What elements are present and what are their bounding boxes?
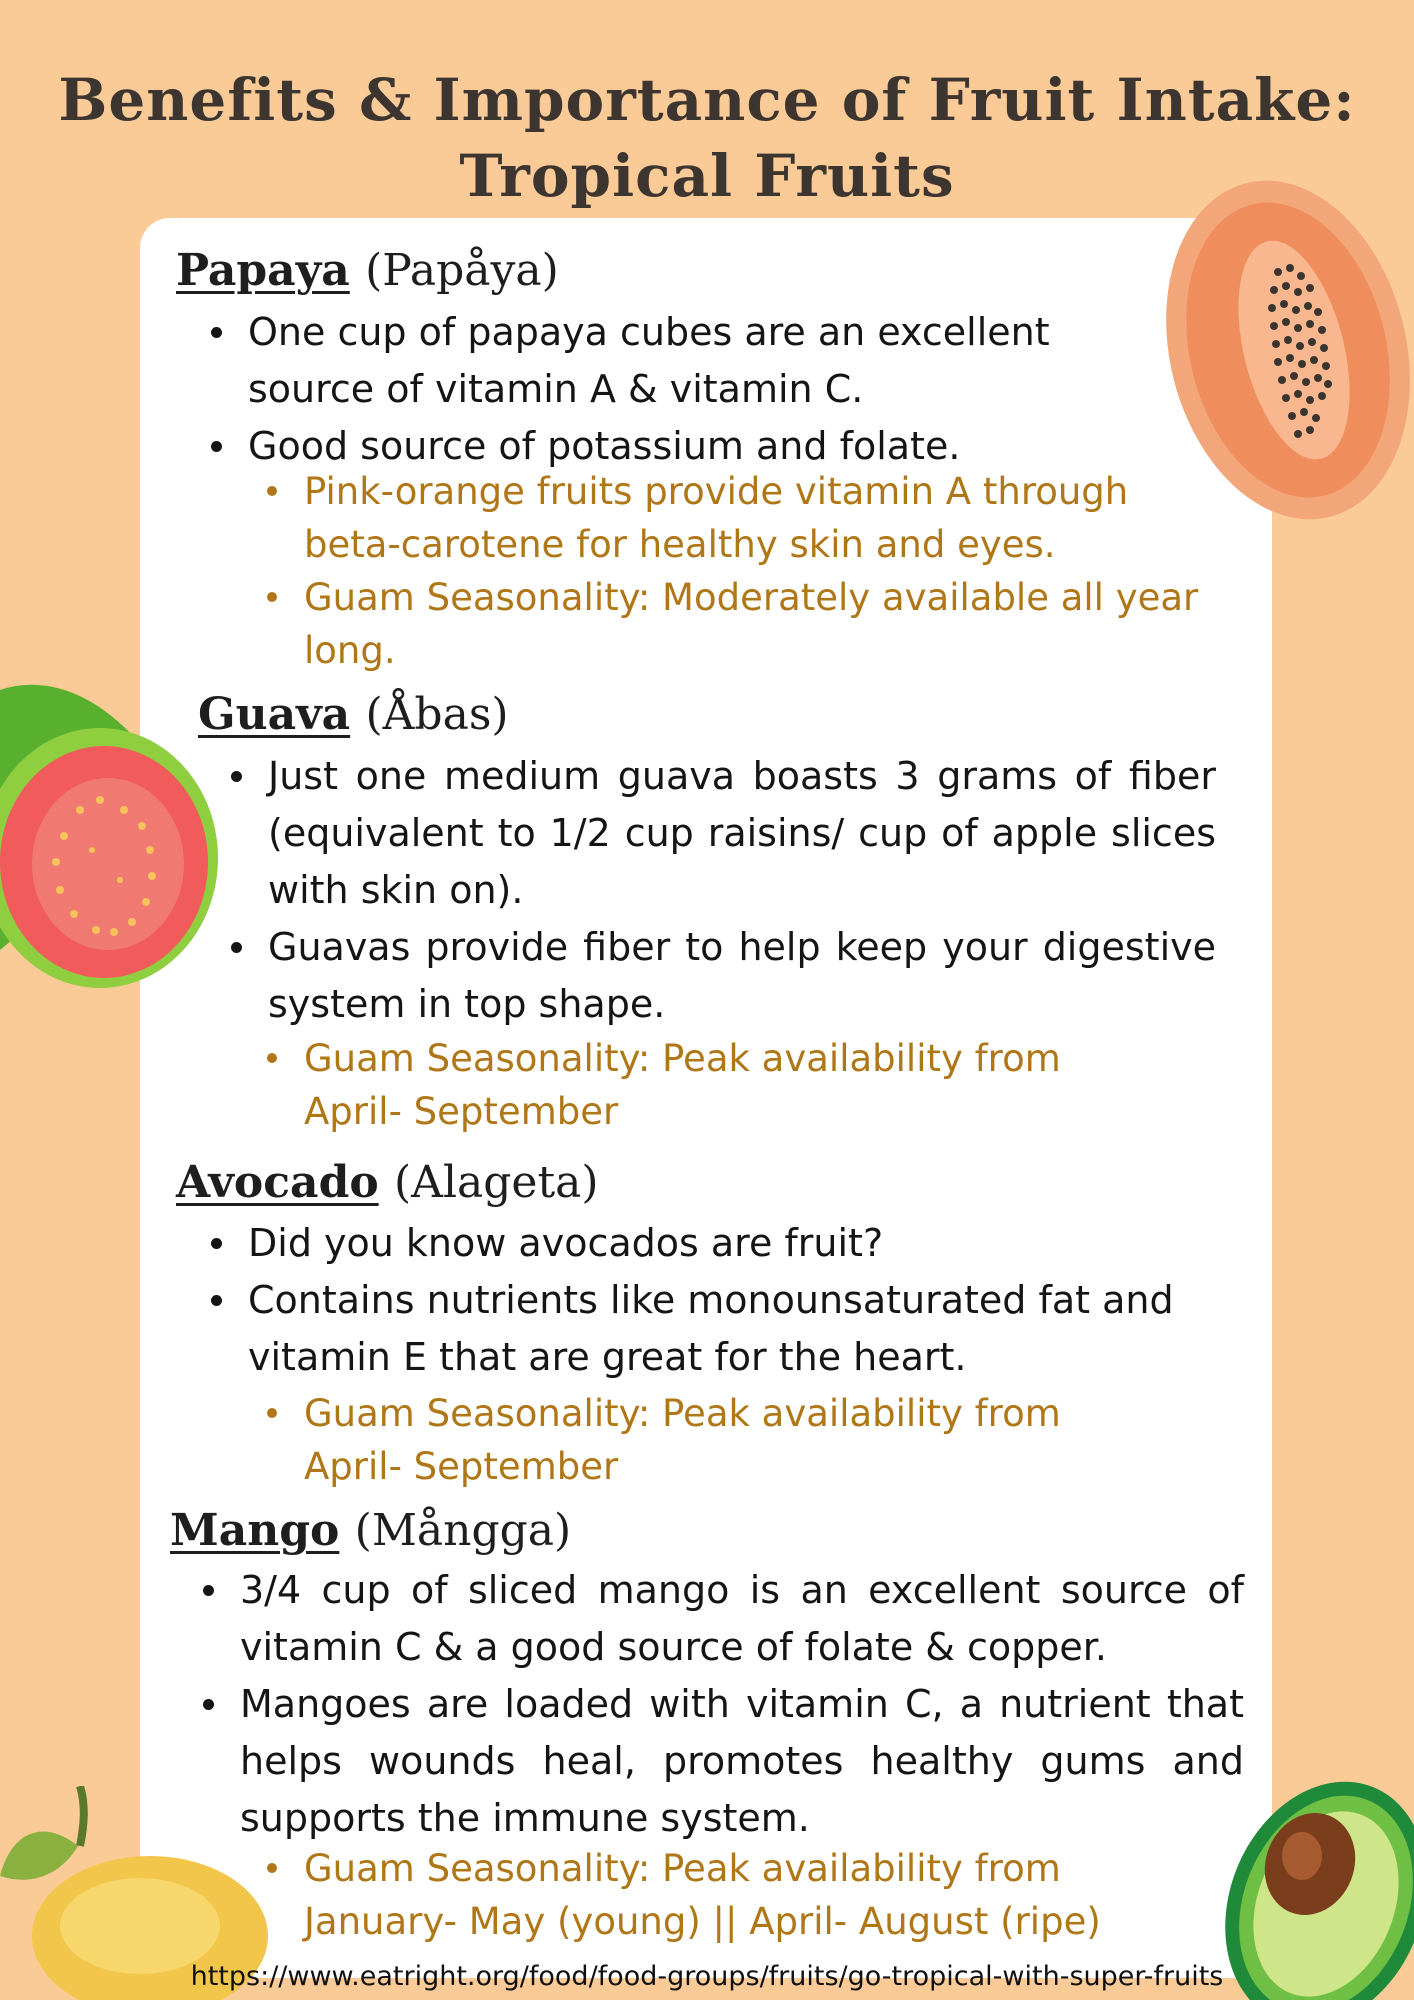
papaya-sub-bullets — [304, 465, 1224, 677]
list-item: Just one medium guava boasts 3 grams of fiber (equivalent to 1/2 cup raisins/ cup of apple slices with skin on). — [268, 748, 1216, 919]
avocado-bullets — [248, 1215, 1262, 1386]
papaya-local-name: (Papåya) — [365, 245, 559, 296]
papaya-bullets — [248, 304, 1108, 475]
list-item: 3/4 cup of sliced mango is an excellent source of vitamin C & a good source of folate & copper. — [240, 1562, 1244, 1676]
title-line-1: Benefits & Importance of Fruit Intake: — [58, 66, 1356, 134]
list-item: Mangoes are loaded with vitamin C, a nutrient that helps wounds heal, promotes healthy gums and supports the immune system. — [240, 1676, 1244, 1847]
source-link[interactable]: https://www.eatright.org/food/food-groups/fruits/go-tropical-with-super-fruits — [190, 1961, 1224, 1992]
title-line-2: Tropical Fruits — [459, 142, 955, 210]
list-item: Guam Seasonality: Peak availability from April- September — [304, 1032, 1104, 1138]
list-item: Good source of potassium and folate. — [248, 418, 1108, 475]
list-item: Pink-orange fruits provide vitamin A through beta-carotene for healthy skin and eyes. — [304, 465, 1224, 571]
list-item: Guavas provide fiber to help keep your digestive system in top shape. — [268, 919, 1216, 1033]
papaya-name: Papaya — [176, 245, 350, 296]
list-item: Guam Seasonality: Moderately available all year long. — [304, 571, 1224, 677]
avocado-sub-bullets — [304, 1387, 1104, 1493]
mango-sub-bullets — [304, 1842, 1164, 1948]
avocado-name: Avocado — [176, 1157, 379, 1208]
guava-name: Guava — [198, 689, 351, 740]
list-item: Did you know avocados are fruit? — [248, 1215, 1262, 1272]
list-item: Guam Seasonality: Peak availability from January- May (young) || April- August (ripe) — [304, 1842, 1164, 1948]
avocado-local-name: (Alageta) — [394, 1157, 599, 1208]
mango-bullets — [240, 1562, 1244, 1847]
avocado-heading — [176, 1156, 599, 1210]
list-item: Guam Seasonality: Peak availability from April- September — [304, 1387, 1104, 1493]
mango-local-name: (Mångga) — [354, 1505, 572, 1556]
guava-heading — [198, 688, 509, 742]
list-item: Contains nutrients like monounsaturated fat and vitamin E that are great for the heart. — [248, 1272, 1262, 1386]
mango-name: Mango — [170, 1505, 340, 1556]
guava-sub-bullets — [304, 1032, 1104, 1138]
papaya-heading — [176, 244, 559, 298]
mango-heading — [170, 1504, 571, 1558]
list-item: One cup of papaya cubes are an excellent source of vitamin A & vitamin C. — [248, 304, 1108, 418]
guava-local-name: (Åbas) — [365, 689, 509, 740]
guava-bullets — [268, 748, 1216, 1033]
